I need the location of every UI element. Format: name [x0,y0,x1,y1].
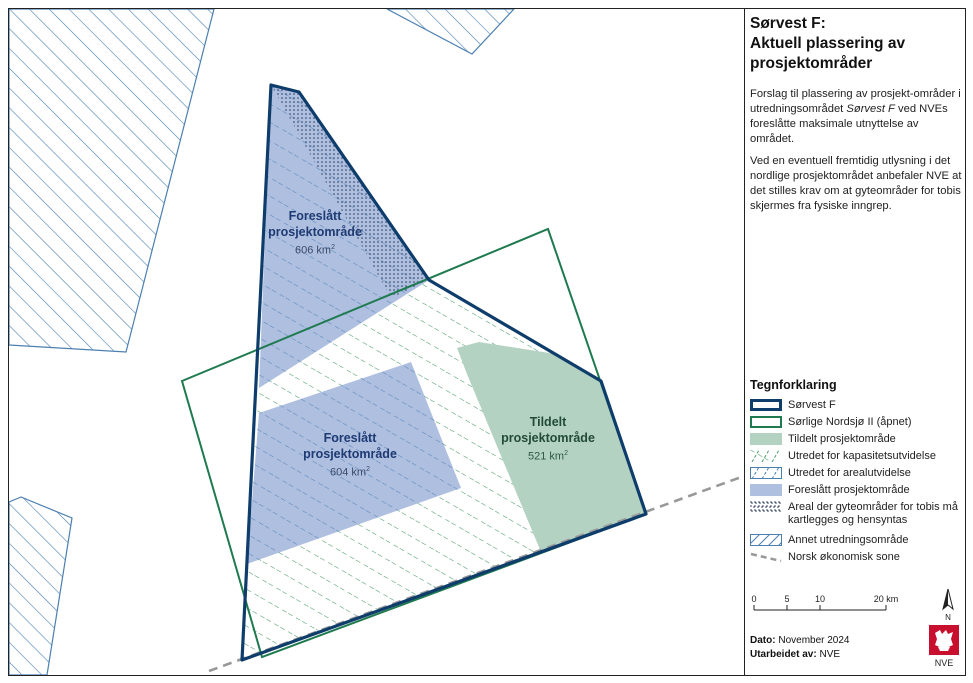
title-line-2: Aktuell plassering av [750,35,906,52]
tildelt-area-name-1: Tildelt [529,415,567,429]
panel-divider [744,9,745,675]
blue-dash-hatch-swatch [750,467,782,479]
title-line-1: Sørvest F: [750,15,826,32]
description-p2: Ved en eventuell fremtidig utlysning i det nordlige prosjektområdet anbefaler NVE at det stilles krav om at gyteområder for tobis skjermes fra fysiske inngrep. [750,155,962,212]
legend-item-sorvest: Sørvest F [750,399,964,416]
scale-bar [750,592,910,622]
legend-item-eez: Norsk økonomisk sone [750,551,964,568]
legend [750,399,964,568]
north-area-name-2: prosjektområde [268,225,362,239]
north-label: N [945,613,951,622]
grey-dash-line-swatch [750,551,782,563]
legend-item-tildelt: Tildelt prosjektområde [750,433,964,450]
green-dash-hatch-swatch [750,450,782,462]
north-arrow-icon [938,587,958,623]
middle-area-size: 604 $km^2$ [330,466,370,479]
label-middle-area [285,430,415,481]
legend-title: Tegnforklaring [750,378,837,392]
title-line-3: prosjektområder [750,55,873,72]
scale-tick-0: 0 [751,594,757,604]
scale-tick-20: 20 km [873,594,899,604]
dot-pattern-swatch [750,501,782,513]
blue-fill-swatch [750,484,782,496]
scale-tick-5: 5 [784,594,790,604]
tildelt-area-size: 521 $km^2$ [528,450,568,463]
info-panel [746,10,964,674]
meta-info [750,634,850,662]
sorvest-outline-swatch [750,399,782,411]
legend-item-areal: Utredet for arealutvidelse [750,467,964,484]
panel-title [750,14,962,74]
middle-area-name-2: prosjektområde [303,447,397,461]
date-row: Dato: November 2024 [750,635,850,646]
author-row: Utarbeidet av: NVE [750,649,841,660]
legend-item-kapasitet: Utredet for kapasitetsutvidelse [750,450,964,467]
legend-item-annet: Annet utredningsområde [750,534,964,551]
north-area-name-1: Foreslått [288,209,342,223]
legend-item-nordsjo: Sørlige Nordsjø II (åpnet) [750,416,964,433]
description [750,87,962,221]
label-tildelt-area [493,414,603,465]
legend-item-tobis: Areal der gyteområder for tobis må kartlegges og hensyntas [750,501,964,534]
legend-item-foreslatt: Foreslått prosjektområde [750,484,964,501]
scale-tick-10: 10 [814,594,826,604]
solid-hatch-swatch [750,534,782,546]
tildelt-area-name-2: prosjektområde [501,431,595,445]
label-north-area [250,208,380,259]
nordsjo-outline-swatch [750,416,782,428]
sorvest-f-interior [209,69,669,675]
description-p1: Forslag til plassering av prosjekt-områder i utredningsområdet Sørvest F ved NVEs foreslåtte maksimale utnyttelse av området. [750,88,961,145]
tildelt-fill-swatch [750,433,782,445]
middle-area-name-1: Foreslått [323,431,377,445]
logo-text: NVE [934,658,954,668]
north-area-size: 606 $km^2$ [295,244,335,257]
map-canvas [9,9,744,675]
